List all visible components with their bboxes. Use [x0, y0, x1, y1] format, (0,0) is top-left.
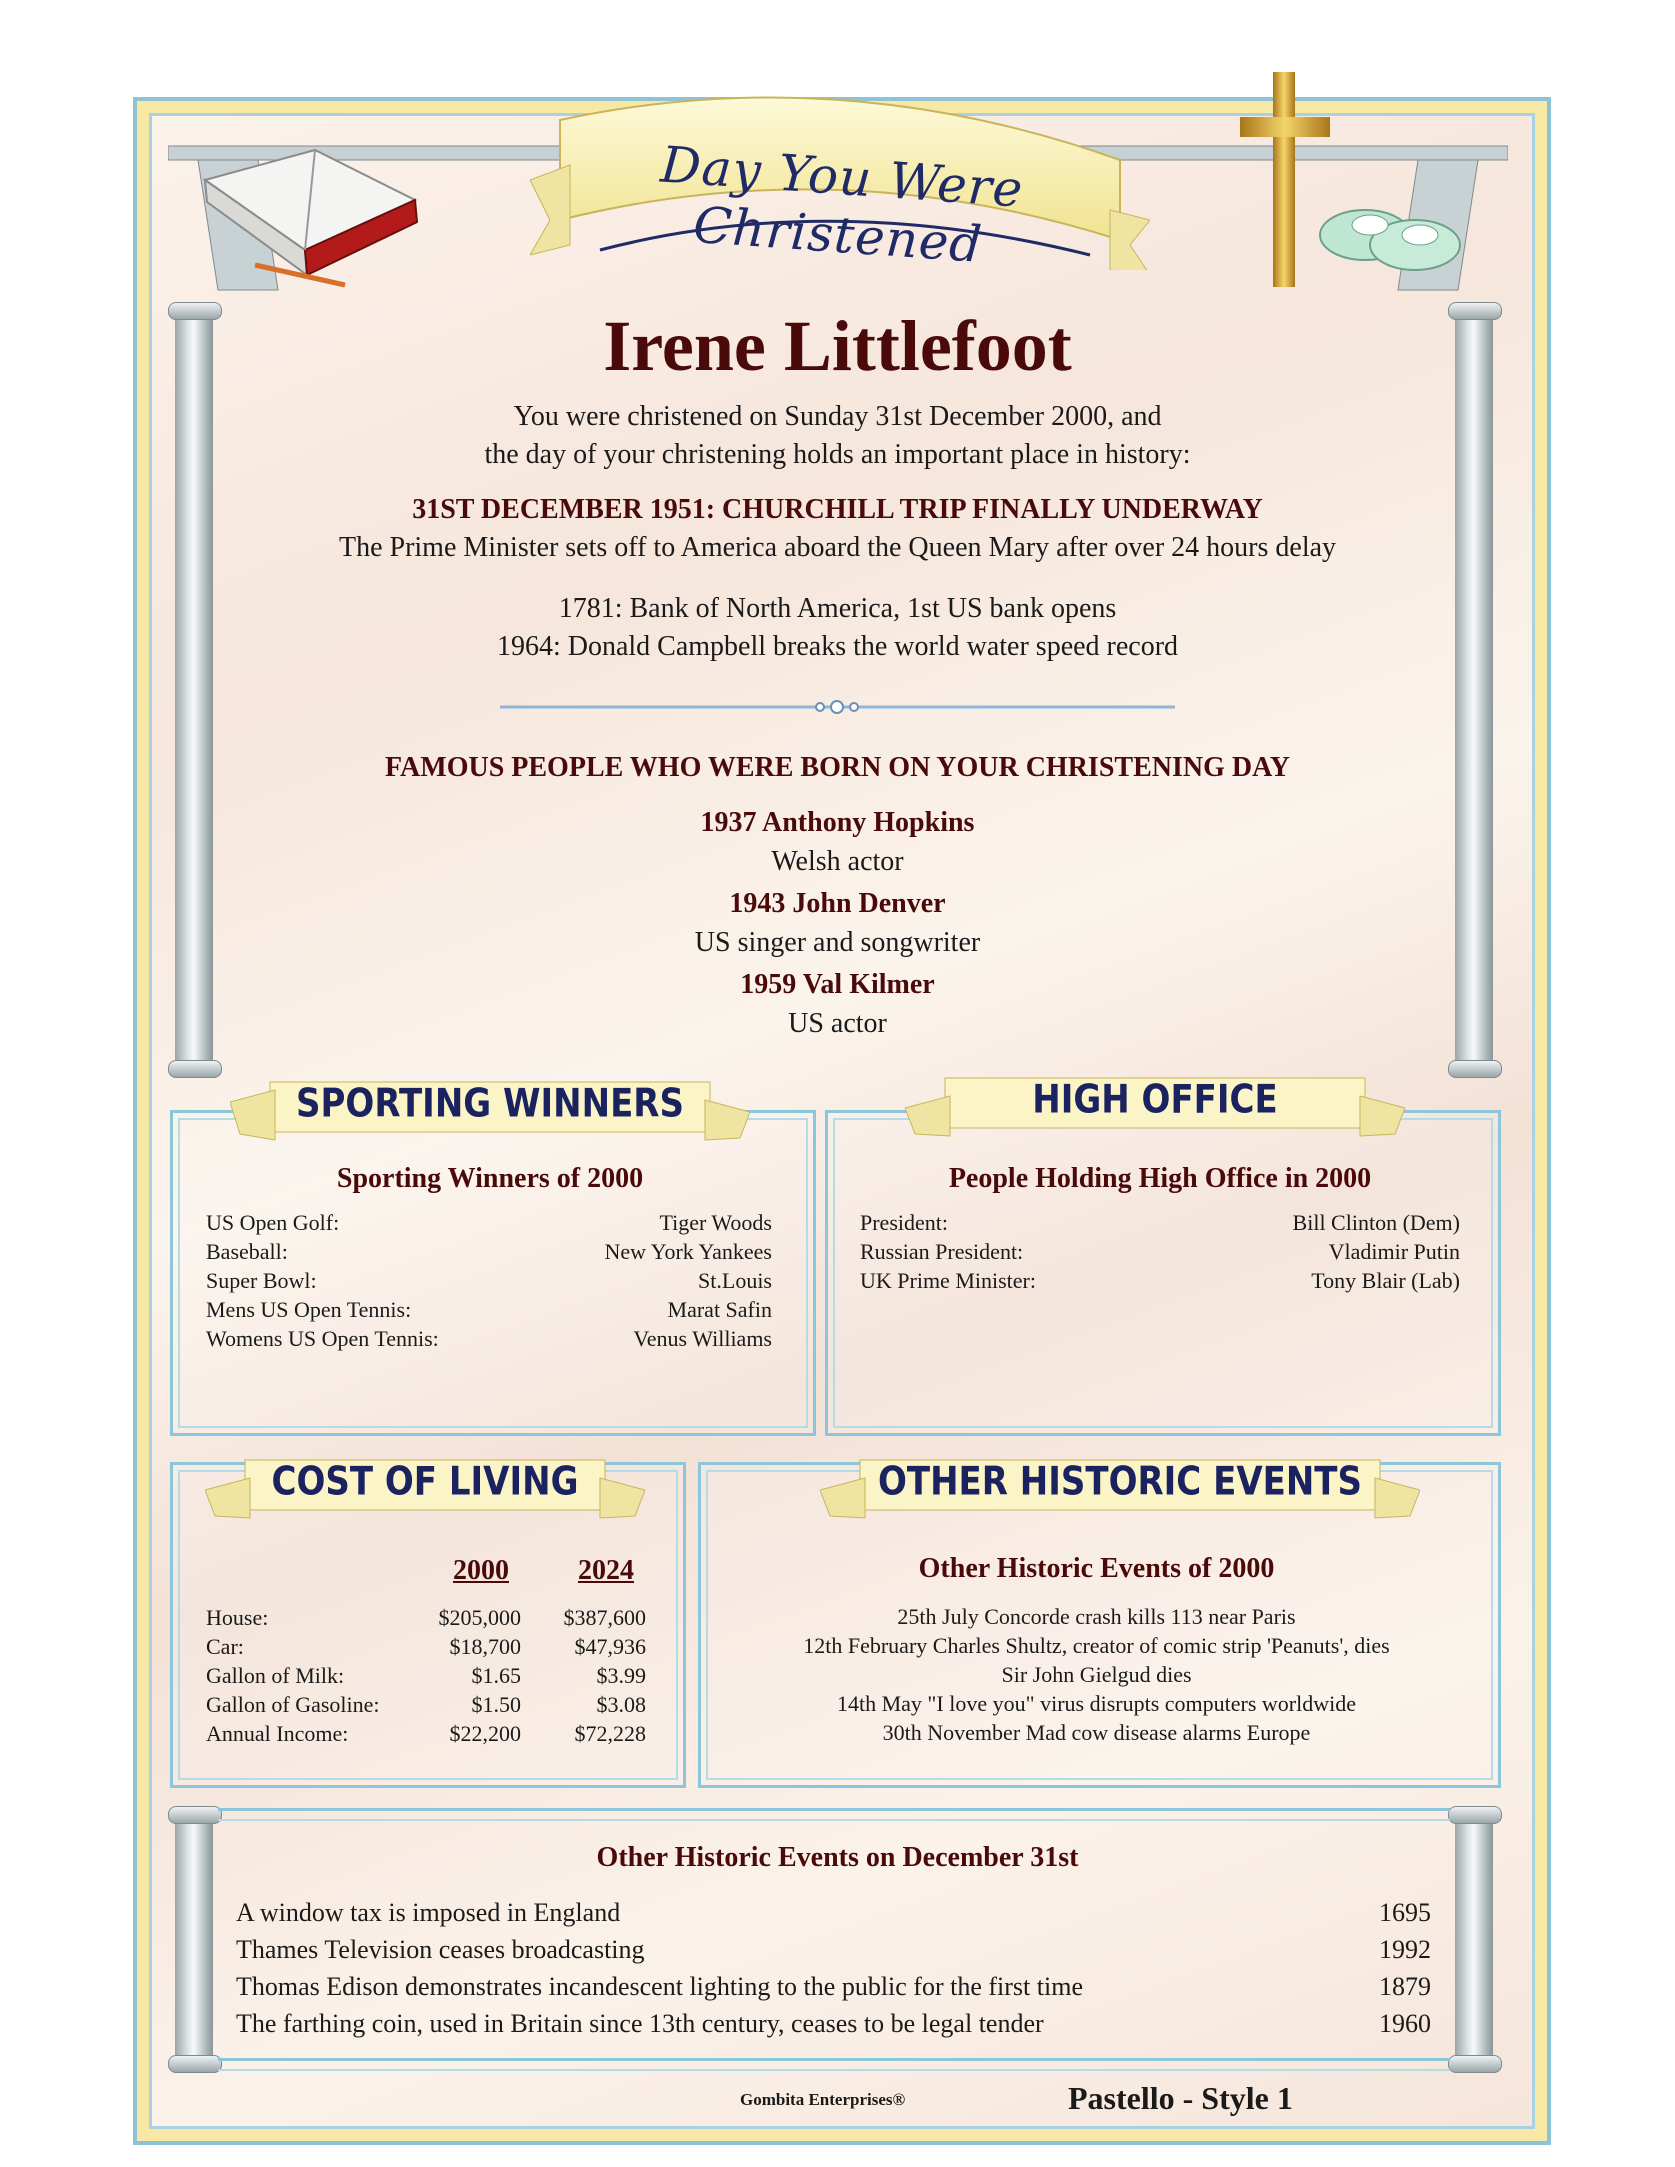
bottom-top-rule	[218, 1808, 1450, 1821]
cost-row	[206, 1603, 646, 1633]
december-event-year: 1879	[1379, 1972, 1431, 2001]
banner-title: Day You Were Christened	[658, 135, 1026, 274]
december-event-text: Thomas Edison demonstrates incandescent lighting to the public for the first time	[236, 1972, 1083, 2001]
day-event: 1781: Bank of North America, 1st US bank opens	[558, 593, 1117, 624]
office-row	[860, 1266, 1460, 1296]
sporting-value: Venus Williams	[633, 1326, 772, 1351]
cost-row	[206, 1719, 646, 1749]
famous-person	[0, 965, 1675, 1043]
cost-value-2024: $72,228	[574, 1721, 646, 1746]
december-event-row	[236, 2005, 1431, 2042]
other-historic-events-ribbon	[820, 1450, 1420, 1520]
cost-value-2000: $1.50	[471, 1692, 521, 1717]
office-value: Vladimir Putin	[1328, 1239, 1460, 1264]
right-column-base	[1448, 1060, 1502, 1078]
december-event-text: Thames Television ceases broadcasting	[236, 1935, 645, 1964]
headline-title: 31ST DECEMBER 1951: CHURCHILL TRIP FINALLY UNDERWAY	[412, 494, 1263, 525]
cost-label: Car:	[206, 1634, 244, 1659]
famous-person	[0, 803, 1675, 881]
office-label: President:	[860, 1210, 948, 1235]
office-label: UK Prime Minister:	[860, 1268, 1036, 1293]
famous-person-name: 1943 John Denver	[729, 888, 946, 919]
historic-event: 14th May "I love you" virus disrupts computers worldwide	[836, 1691, 1356, 1716]
cost-row	[206, 1632, 646, 1662]
december-events-heading: Other Historic Events on December 31st	[596, 1842, 1079, 1873]
sporting-winners-ribbon	[230, 1072, 750, 1142]
historic-event: Sir John Gielgud dies	[1001, 1662, 1192, 1687]
sporting-row	[206, 1237, 772, 1267]
high-office-ribbon-label: HIGH OFFICE	[1032, 1077, 1278, 1123]
person-name: Irene Littlefoot	[603, 306, 1072, 386]
sporting-label: Super Bowl:	[206, 1268, 317, 1293]
cost-value-2000: $18,700	[449, 1634, 521, 1659]
high-office-ribbon	[905, 1068, 1405, 1138]
day-events	[0, 590, 1675, 666]
sporting-winners-heading: Sporting Winners of 2000	[336, 1163, 644, 1194]
cost-value-2024: $3.99	[596, 1663, 646, 1688]
bottom-right-column-base	[1448, 2055, 1502, 2073]
headline-text: The Prime Minister sets off to America aboard the Queen Mary after over 24 hours delay	[338, 532, 1337, 563]
cost-value-2024: $387,600	[563, 1605, 646, 1630]
cost-of-living-ribbon-label: COST OF LIVING	[271, 1459, 579, 1505]
december-event-year: 1992	[1379, 1935, 1431, 1964]
cost-value-2000: $205,000	[438, 1605, 521, 1630]
december-event-row	[236, 1931, 1431, 1968]
other-historic-events-heading: Other Historic Events of 2000	[918, 1553, 1275, 1584]
famous-person-name: 1959 Val Kilmer	[740, 969, 935, 1000]
cost-value-2024: $47,936	[574, 1634, 646, 1659]
sporting-value: Marat Safin	[667, 1297, 772, 1322]
sporting-winners-ribbon-label: SPORTING WINNERS	[296, 1081, 684, 1127]
famous-person-desc: Welsh actor	[771, 846, 904, 877]
cost-label: Gallon of Gasoline:	[206, 1692, 380, 1717]
cost-column-2024: 2024	[578, 1555, 634, 1586]
sporting-row	[206, 1324, 772, 1354]
sporting-row	[206, 1208, 772, 1238]
other-historic-events-list	[698, 1602, 1495, 1747]
cost-column-2000: 2000	[453, 1555, 509, 1586]
sporting-label: US Open Golf:	[206, 1210, 340, 1235]
day-event: 1964: Donald Campbell breaks the world water speed record	[496, 631, 1179, 662]
cost-value-2024: $3.08	[596, 1692, 646, 1717]
company-name: Gombita Enterprises®	[740, 2090, 906, 2109]
bottom-left-column-base	[168, 2055, 222, 2073]
cost-label: Annual Income:	[206, 1721, 349, 1746]
historic-event: 25th July Concorde crash kills 113 near Paris	[897, 1604, 1296, 1629]
sporting-value: St.Louis	[698, 1268, 772, 1293]
office-label: Russian President:	[860, 1239, 1024, 1264]
bottom-right-column-capital	[1448, 1806, 1502, 1824]
cost-value-2000: $1.65	[471, 1663, 521, 1688]
ornamental-divider	[500, 700, 1175, 714]
december-event-row	[236, 1968, 1431, 2005]
december-event-year: 1695	[1379, 1898, 1431, 1927]
famous-person	[0, 884, 1675, 962]
title-banner	[530, 70, 1150, 274]
december-event-text: A window tax is imposed in England	[236, 1898, 621, 1927]
bottom-bottom-rule	[218, 2058, 1450, 2071]
bible-icon	[195, 140, 435, 290]
office-row	[860, 1237, 1460, 1267]
cost-label: Gallon of Milk:	[206, 1663, 345, 1688]
sporting-row	[206, 1295, 772, 1325]
intro-line-1: You were christened on Sunday 31st December 2000, and	[513, 401, 1162, 432]
famous-person-desc: US actor	[788, 1008, 887, 1039]
historic-event: 12th February Charles Shultz, creator of comic strip 'Peanuts', dies	[803, 1633, 1390, 1658]
cost-of-living-ribbon	[205, 1450, 645, 1520]
high-office-heading: People Holding High Office in 2000	[948, 1163, 1372, 1194]
sporting-row	[206, 1266, 772, 1296]
cost-value-2000: $22,200	[449, 1721, 521, 1746]
office-row	[860, 1208, 1460, 1238]
other-historic-events-ribbon-label: OTHER HISTORIC EVENTS	[877, 1459, 1362, 1505]
bottom-left-column-capital	[168, 1806, 222, 1824]
office-value: Bill Clinton (Dem)	[1292, 1210, 1460, 1235]
left-column-base	[168, 1060, 222, 1078]
style-label: Pastello - Style 1	[1068, 2080, 1293, 2116]
cost-row	[206, 1661, 646, 1691]
intro-line-2: the day of your christening holds an important place in history:	[484, 439, 1191, 470]
sporting-label: Womens US Open Tennis:	[206, 1326, 439, 1351]
december-event-year: 1960	[1379, 2009, 1431, 2038]
office-value: Tony Blair (Lab)	[1311, 1268, 1460, 1293]
sporting-value: Tiger Woods	[659, 1210, 772, 1235]
sporting-label: Mens US Open Tennis:	[206, 1297, 412, 1322]
cost-row	[206, 1690, 646, 1720]
december-event-text: The farthing coin, used in Britain since 13th century, ceases to be legal tender	[236, 2009, 1044, 2038]
baby-shoes-icon	[1315, 180, 1465, 280]
cost-label: House:	[206, 1605, 269, 1630]
intro-text	[0, 398, 1675, 474]
sporting-label: Baseball:	[206, 1239, 288, 1264]
december-event-row	[236, 1894, 1431, 1931]
historic-event: 30th November Mad cow disease alarms Europe	[882, 1720, 1311, 1745]
famous-people-heading: FAMOUS PEOPLE WHO WERE BORN ON YOUR CHRISTENING DAY	[385, 752, 1290, 783]
famous-person-name: 1937 Anthony Hopkins	[700, 807, 975, 838]
sporting-value: New York Yankees	[604, 1239, 772, 1264]
famous-person-desc: US singer and songwriter	[694, 927, 981, 958]
